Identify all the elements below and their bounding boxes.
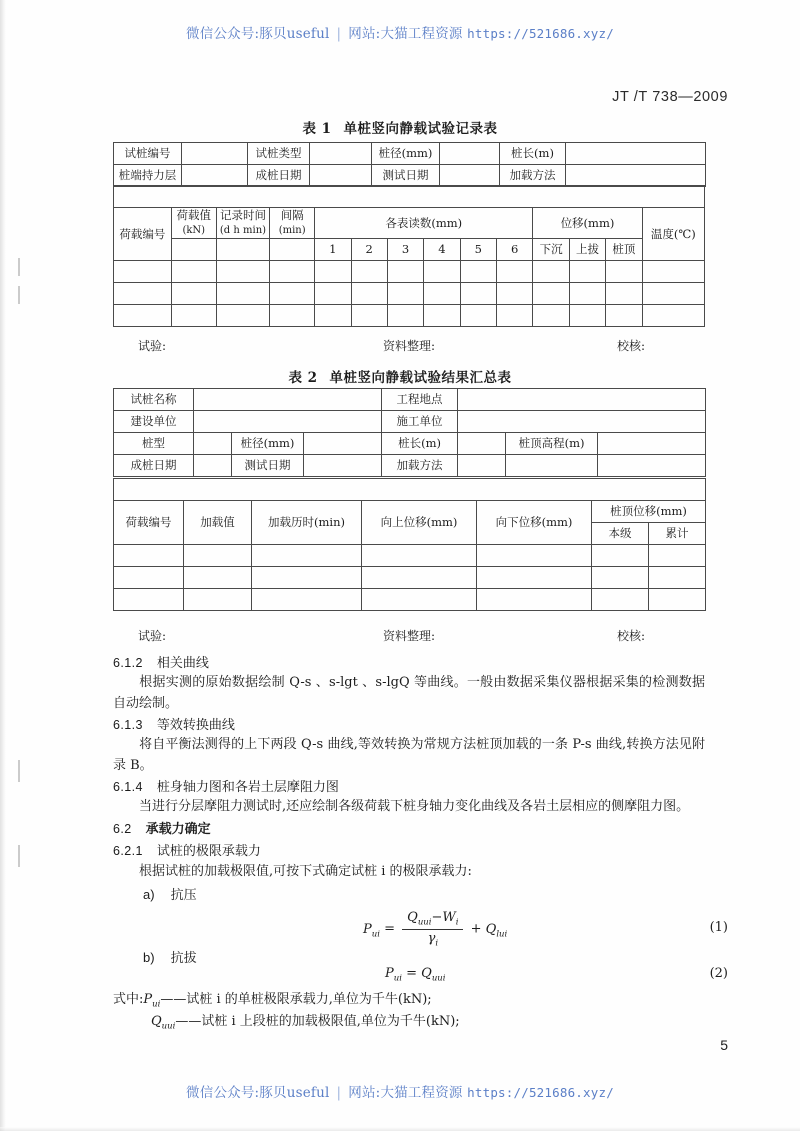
table1-data-cell[interactable] xyxy=(216,260,270,282)
table2 xyxy=(113,388,706,477)
table1-data-cell[interactable] xyxy=(114,304,172,326)
table-row xyxy=(114,545,706,567)
th-interval-unit: (min) xyxy=(278,225,306,237)
section-paragraph-612 xyxy=(113,672,705,714)
watermark-top xyxy=(0,22,800,42)
table1-cell-label: 桩长(m) xyxy=(500,143,566,165)
table2-data-cell[interactable] xyxy=(477,567,592,589)
margin-tick xyxy=(18,258,20,276)
paragraph-text: 当进行分层摩阻力测试时,还应绘制各级荷载下桩身轴力变化曲线及各岩土层相应的侧摩阻力图。 xyxy=(139,799,690,814)
section-paragraph-613 xyxy=(113,734,705,776)
list-item-b xyxy=(143,947,197,966)
th2-up-displacement: 向上位移(mm) xyxy=(362,501,477,545)
th-record-time xyxy=(216,208,270,239)
table2-cell-value[interactable] xyxy=(598,433,706,455)
legend-text-2: ——试桩 i 上段桩的加载极限值,单位为千牛(kN); xyxy=(175,1014,460,1029)
table2-info-row xyxy=(114,433,706,455)
th-interval-cont xyxy=(270,238,315,260)
table1-spacer-row xyxy=(114,186,705,208)
table1-data-cell[interactable] xyxy=(642,304,704,326)
paragraph-text: 根据实测的原始数据绘制 Q-s 、s-lgt 、s-lgQ 等曲线。一般由数据采集仪器根据采集的检测数据自动绘制。 xyxy=(113,675,705,712)
formula-2-rhs: $Q_{uui}$ xyxy=(421,966,446,984)
table2-cell-label: 建设单位 xyxy=(114,411,194,433)
table1-data-cell[interactable] xyxy=(424,260,460,282)
table2-header-row-1 xyxy=(114,501,706,523)
formula-2-body: $P_{ui} = Q_{uui}$ xyxy=(385,966,446,984)
table2-info-row xyxy=(114,411,706,433)
table1-data-cell[interactable] xyxy=(569,282,605,304)
table1-data-cell[interactable] xyxy=(569,304,605,326)
formula-1-term: $Q_{lui}$ xyxy=(485,921,508,940)
th-record-time-text: 记录时间 xyxy=(219,208,266,222)
table1-data-cell[interactable] xyxy=(533,260,569,282)
table2-data-cell[interactable] xyxy=(592,545,649,567)
section-number: 6.2 xyxy=(113,822,132,836)
table-row xyxy=(114,260,705,282)
table1-data-cell[interactable] xyxy=(424,304,460,326)
table1-data-grid xyxy=(113,185,705,327)
watermark-wechat-label: 微信公众号: xyxy=(186,26,260,42)
watermark-site-value: 大猫工程资源 xyxy=(380,1085,463,1101)
table1-cell-value[interactable] xyxy=(440,165,500,187)
table1-data-cell[interactable] xyxy=(270,282,315,304)
section-title: 承载力确定 xyxy=(145,822,211,837)
standard-code: JT /T 738—2009 xyxy=(612,89,728,105)
table2-cell-value[interactable] xyxy=(458,411,706,433)
table1-data-cell[interactable] xyxy=(270,260,315,282)
th2-duration: 加载历时(min) xyxy=(252,501,362,545)
table2-data-cell[interactable] xyxy=(184,545,252,567)
table1-cell-value[interactable] xyxy=(182,165,248,187)
th-load-value-unit: (kN) xyxy=(182,225,206,237)
paragraph-text: 根据试桩的加载极限值,可按下式确定试桩 i 的极限承载力: xyxy=(139,864,472,879)
watermark-bottom xyxy=(0,1081,800,1101)
table1-title xyxy=(0,117,800,137)
table1-cell-label: 桩端持力层 xyxy=(114,165,182,187)
watermark-url: https://521686.xyz/ xyxy=(467,1085,614,1100)
formula-1-body: $P_{ui}$ = $\frac{Q_{uui}-W_i}{\gamma_i}$ + $Q_{lui}$ xyxy=(363,910,508,949)
table1-cell-value[interactable] xyxy=(182,143,248,165)
table1-data-cell[interactable] xyxy=(497,260,533,282)
paragraph-text: 将自平衡法测得的上下两段 Q-s 曲线,等效转换为常规方法桩顶加载的一条 P-s 曲线,转换方法见附录 B。 xyxy=(113,737,705,774)
table1 xyxy=(113,142,706,187)
list-item-b-label: b) xyxy=(143,950,155,965)
table1-data-cell[interactable] xyxy=(171,282,216,304)
table2-cell-value[interactable] xyxy=(458,433,506,455)
th-load-value-text: 荷载值 xyxy=(176,208,211,222)
table2-cell-label: 加载方法 xyxy=(382,455,458,477)
table-row xyxy=(114,282,705,304)
watermark-wechat-label: 微信公众号: xyxy=(186,1085,260,1101)
table2-data-cell[interactable] xyxy=(362,545,477,567)
th-disp-piletop: 桩顶 xyxy=(606,238,642,260)
table1-cell-value[interactable] xyxy=(310,143,372,165)
table2-cell-label: 施工单位 xyxy=(382,411,458,433)
table2-data-cell[interactable] xyxy=(114,567,184,589)
formula-2-lhs: $P_{ui}$ xyxy=(385,966,402,984)
table1-cell-label: 测试日期 xyxy=(372,165,440,187)
table2-data-cell[interactable] xyxy=(649,567,706,589)
table2-data-cell[interactable] xyxy=(362,589,477,611)
table2-info-row xyxy=(114,389,706,411)
watermark-site-value: 大猫工程资源 xyxy=(380,26,463,42)
list-item-b-text: 抗拔 xyxy=(170,951,197,966)
table1-data-cell[interactable] xyxy=(497,304,533,326)
formula-1-denominator: $\gamma_i$ xyxy=(402,929,463,949)
table2-title-number: 表 2 xyxy=(288,370,318,386)
formula-1 xyxy=(0,908,800,949)
th-gauge-group: 各表读数(mm) xyxy=(315,208,533,239)
table1-data-cell[interactable] xyxy=(270,304,315,326)
th2-down-displacement: 向下位移(mm) xyxy=(477,501,592,545)
section-title: 桩身轴力图和各岩土层摩阻力图 xyxy=(156,780,339,795)
table2-data-cell[interactable] xyxy=(362,567,477,589)
table1-data-cell[interactable] xyxy=(642,282,704,304)
scan-edge-artifact xyxy=(0,0,6,1131)
formula-legend-line-2 xyxy=(113,1010,460,1032)
formula-2-number: (2) xyxy=(709,966,728,981)
watermark-divider: | xyxy=(336,1085,342,1101)
formula-2 xyxy=(0,966,800,988)
table2-cell-label: 试桩名称 xyxy=(114,389,194,411)
table2-data-cell[interactable] xyxy=(252,567,362,589)
table2-data-cell[interactable] xyxy=(649,589,706,611)
th2-load-no: 荷载编号 xyxy=(114,501,184,545)
table2-cell-value[interactable] xyxy=(304,433,382,455)
table-row xyxy=(114,567,706,589)
table2-cell-value[interactable] xyxy=(458,455,506,477)
legend-text-1: ——试桩 i 的单桩极限承载力,单位为千牛(kN); xyxy=(160,992,432,1007)
table2-spacer-row xyxy=(114,479,706,501)
table1-cell-label: 桩径(mm) xyxy=(372,143,440,165)
table2-data-cell[interactable] xyxy=(477,545,592,567)
table1-data-cell[interactable] xyxy=(216,282,270,304)
table2-cell-value[interactable] xyxy=(194,389,382,411)
list-item-a xyxy=(143,884,197,903)
table1-data-cell[interactable] xyxy=(533,282,569,304)
table-row xyxy=(114,589,706,611)
th-gauge-3: 3 xyxy=(387,238,423,260)
table2-cell-value[interactable] xyxy=(194,411,382,433)
section-paragraph-614 xyxy=(113,796,705,817)
table2-data-cell[interactable] xyxy=(252,589,362,611)
section-number: 6.1.4 xyxy=(113,780,143,794)
formula-1-fraction xyxy=(402,910,463,948)
th-interval xyxy=(270,208,315,239)
section-heading-613 xyxy=(113,714,235,733)
table1-data-cell[interactable] xyxy=(460,282,496,304)
formula-1-number: (1) xyxy=(709,920,728,935)
table2-data-grid xyxy=(113,478,706,611)
table2-cell-label: 成桩日期 xyxy=(114,455,194,477)
table2-data-cell[interactable] xyxy=(252,545,362,567)
table1-data-cell[interactable] xyxy=(569,260,605,282)
table1-cell-label: 试桩编号 xyxy=(114,143,182,165)
th-displacement-group: 位移(mm) xyxy=(533,208,642,239)
th-gauge-6: 6 xyxy=(497,238,533,260)
table2-signature-check: 校核: xyxy=(617,629,646,643)
section-heading-614 xyxy=(113,776,339,795)
table1-signature-check: 校核: xyxy=(617,339,646,353)
table2-data-cell[interactable] xyxy=(114,545,184,567)
table1-data-cell[interactable] xyxy=(460,304,496,326)
scan-edge-artifact-bottom xyxy=(0,1127,800,1131)
table2-cell-label: 桩顶高程(m) xyxy=(506,433,598,455)
table2-cell-label: 桩长(m) xyxy=(382,433,458,455)
table1-data-cell[interactable] xyxy=(606,260,642,282)
table1-data-cell[interactable] xyxy=(606,282,642,304)
table2-cell-label: 桩型 xyxy=(114,433,194,455)
margin-tick xyxy=(18,760,20,782)
th-gauge-4: 4 xyxy=(424,238,460,260)
table1-data-cell[interactable] xyxy=(460,260,496,282)
watermark-site-label: 网站: xyxy=(348,1085,381,1101)
section-title: 相关曲线 xyxy=(156,656,209,671)
table1-header-row-2 xyxy=(114,238,705,260)
section-title: 试桩的极限承载力 xyxy=(156,844,261,859)
th-temperature: 温度(℃) xyxy=(642,208,704,261)
table1-data-cell[interactable] xyxy=(216,304,270,326)
formula-1-numerator: $Q_{uui}-W_i$ xyxy=(407,910,459,928)
watermark-divider: | xyxy=(336,26,342,42)
table1-data-cell[interactable] xyxy=(114,260,172,282)
table1-cell-label: 加载方法 xyxy=(500,165,566,187)
th2-top-disp-total: 累计 xyxy=(649,523,706,545)
section-heading-62 xyxy=(113,818,211,837)
table1-data-cell[interactable] xyxy=(424,282,460,304)
legend-prefix: 式中: xyxy=(113,992,144,1007)
table1-data-cell[interactable] xyxy=(315,260,351,282)
table2-title xyxy=(0,366,800,386)
section-number: 6.2.1 xyxy=(113,844,143,858)
table1-cell-label: 成桩日期 xyxy=(248,165,310,187)
table2-data-cell[interactable] xyxy=(477,589,592,611)
section-number: 6.1.2 xyxy=(113,656,143,670)
table1-data-cell[interactable] xyxy=(387,260,423,282)
table2-data-cell[interactable] xyxy=(184,589,252,611)
table1-data-cell[interactable] xyxy=(387,282,423,304)
legend-symbol-p: $P_{ui}$ xyxy=(143,992,161,1010)
table1-cell-value[interactable] xyxy=(310,165,372,187)
table1-data-cell[interactable] xyxy=(351,260,387,282)
th-record-time-unit: (d h min) xyxy=(219,225,267,237)
formula-legend-line-1 xyxy=(113,988,432,1010)
table-row xyxy=(114,304,705,326)
legend-symbol-q: $Q_{uui}$ xyxy=(151,1014,176,1032)
table1-info-row xyxy=(114,143,706,165)
th2-top-disp-current: 本级 xyxy=(592,523,649,545)
section-heading-621 xyxy=(113,840,261,859)
section-paragraph-621 xyxy=(113,861,705,882)
table1-cell-value[interactable] xyxy=(566,165,706,187)
table1-cell-value[interactable] xyxy=(566,143,706,165)
table1-info-row xyxy=(114,165,706,187)
table2-data-cell[interactable] xyxy=(184,567,252,589)
list-item-a-label: a) xyxy=(143,887,155,902)
table1-data-cell[interactable] xyxy=(315,282,351,304)
section-title: 等效转换曲线 xyxy=(156,718,235,733)
table1-data-cell[interactable] xyxy=(114,282,172,304)
table1-cell-label: 试桩类型 xyxy=(248,143,310,165)
table2-cell-value[interactable] xyxy=(194,433,232,455)
table1-data-cell[interactable] xyxy=(387,304,423,326)
table1-title-number: 表 1 xyxy=(302,121,332,137)
table2-cell-value[interactable] xyxy=(506,455,598,477)
th-load-no: 荷载编号 xyxy=(114,208,172,261)
list-item-a-text: 抗压 xyxy=(170,888,197,903)
table2-cell-label: 桩径(mm) xyxy=(232,433,304,455)
th-load-value-cont xyxy=(171,238,216,260)
table1-header-row-1 xyxy=(114,208,705,239)
th2-load-value: 加载值 xyxy=(184,501,252,545)
margin-tick xyxy=(18,286,20,304)
th-gauge-1: 1 xyxy=(315,238,351,260)
th-record-time-cont xyxy=(216,238,270,260)
table1-data-cell[interactable] xyxy=(351,282,387,304)
th-disp-uplift: 上拔 xyxy=(569,238,605,260)
table1-spacer-cell xyxy=(114,186,705,208)
table1-data-cell[interactable] xyxy=(497,282,533,304)
table2-info-row xyxy=(114,455,706,477)
watermark-wechat-value: 豚贝useful xyxy=(259,26,330,42)
table1-data-cell[interactable] xyxy=(351,304,387,326)
table2-data-cell[interactable] xyxy=(114,589,184,611)
page-number: 5 xyxy=(720,1037,728,1053)
watermark-wechat-value: 豚贝useful xyxy=(259,1085,330,1101)
table1-data-cell[interactable] xyxy=(533,304,569,326)
table2-title-text: 单桩竖向静载试验结果汇总表 xyxy=(329,370,512,386)
watermark-site-label: 网站: xyxy=(348,26,381,42)
table2-cell-label: 工程地点 xyxy=(382,389,458,411)
table2-data-cell[interactable] xyxy=(592,589,649,611)
table2-signature-test: 试验: xyxy=(138,629,167,643)
th-interval-text: 间隔 xyxy=(280,208,304,222)
table1-title-text: 单桩竖向静载试验记录表 xyxy=(343,121,498,137)
table2-data-cell[interactable] xyxy=(649,545,706,567)
th-disp-settle: 下沉 xyxy=(533,238,569,260)
formula-1-lhs: $P_{ui}$ xyxy=(363,921,380,940)
table1-data-cell[interactable] xyxy=(171,260,216,282)
table2-spacer-cell xyxy=(114,479,706,501)
section-number: 6.1.3 xyxy=(113,718,143,732)
table1-signature-test: 试验: xyxy=(138,339,167,353)
table2-data-cell[interactable] xyxy=(592,567,649,589)
table2-cell-value[interactable] xyxy=(304,455,382,477)
th-load-value xyxy=(171,208,216,239)
table1-signature-compile: 资料整理: xyxy=(383,339,436,353)
table2-cell-value[interactable] xyxy=(598,455,706,477)
table1-data-cell[interactable] xyxy=(606,304,642,326)
table2-signature-compile: 资料整理: xyxy=(383,629,436,643)
table2-cell-value[interactable] xyxy=(458,389,706,411)
table2-cell-value[interactable] xyxy=(194,455,232,477)
th-gauge-5: 5 xyxy=(460,238,496,260)
table2-cell-label: 测试日期 xyxy=(232,455,304,477)
table1-data-cell[interactable] xyxy=(171,304,216,326)
table1-cell-value[interactable] xyxy=(440,143,500,165)
table1-data-cell[interactable] xyxy=(315,304,351,326)
table1-data-cell[interactable] xyxy=(642,260,704,282)
th-gauge-2: 2 xyxy=(351,238,387,260)
margin-tick xyxy=(18,845,20,867)
th2-top-displacement-group: 桩顶位移(mm) xyxy=(592,501,706,523)
watermark-url: https://521686.xyz/ xyxy=(467,26,614,41)
section-heading-612 xyxy=(113,652,209,671)
